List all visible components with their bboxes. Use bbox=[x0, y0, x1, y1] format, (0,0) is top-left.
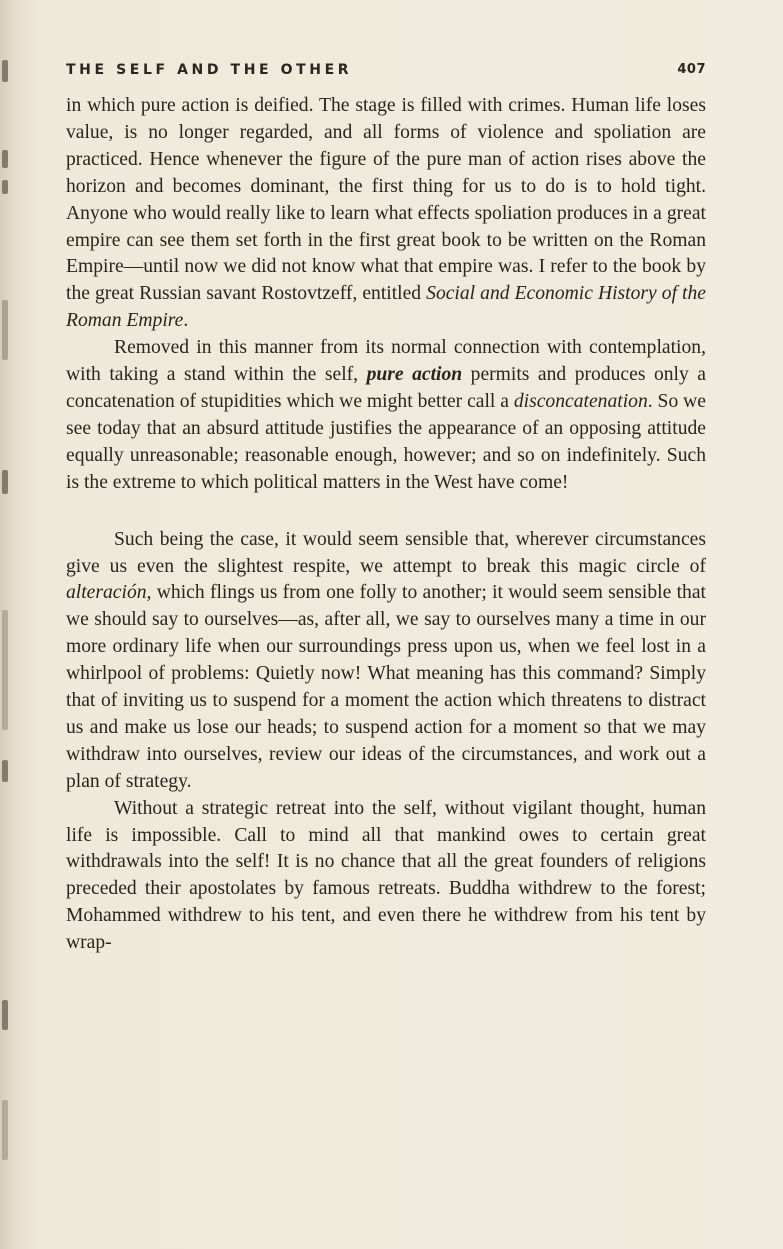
text-run: . bbox=[183, 310, 189, 332]
paragraph bbox=[66, 93, 706, 335]
emphasis: disconcatenation bbox=[513, 390, 648, 412]
text-run: Without a strategic retreat into the self, without vigilant thought, human life is impossible. Call to mind all that mankind owes to certain great withdrawals into the self! It is no chance that all the great founders of religions preceded their apostolates by famous retreats. Buddha withdrew to the forest; Mohammed withdrew to his tent, and even there he withdrew from his tent by wrap- bbox=[66, 797, 706, 954]
page-header bbox=[66, 62, 706, 82]
text-run: Removed in this manner from its normal connection with contemplation, with taking a stand within the self, bbox=[66, 337, 706, 386]
paragraph bbox=[66, 335, 706, 496]
text-run: permits and produces only a concatenation of stupidities which we might better call a bbox=[66, 364, 706, 412]
book-title: Social and Economic History of the Roman Empire bbox=[66, 283, 706, 332]
text-run: Such being the case, it would seem sensible that, wherever circumstances give us even the slightest respite, we attempt to break this magic circle of bbox=[66, 528, 706, 577]
text-run: . So we see today that an absurd attitude justifies the appearance of an opposing attitude equally unreasonable; reasonable enough, however; and so on indefinitely. Such is the extreme to which political matters in the West have come! bbox=[66, 390, 707, 493]
paragraph bbox=[66, 527, 706, 796]
page-number: 407 bbox=[677, 62, 706, 77]
binding-gutter bbox=[0, 0, 14, 1249]
text-run: in which pure action is deified. The stage is filled with crimes. Human life loses value, is no longer regarded, and all forms of violence and spoliation are practiced. Hence whenever the figure of the pure man of action rises above the horizon and becomes dominant, the first thing for us to do is to hold tight. Anyone who would really like to learn what effects spoliation produces in a great empire can see them set forth in the first great book to be written on the Roman Empire—until now we did not know what that empire was. I refer to the book by the great Russian savant Rostovtzeff, entitled bbox=[66, 95, 706, 305]
emphasis: alteración, bbox=[66, 582, 152, 604]
text-run: which flings us from one folly to another; it would seem sensible that we should say to ourselves—as, after all, we say to ourselves many a time in our more ordinary life when our surroundings press upon us, when we feel lost in a whirlpool of problems: Quietly now! What meaning has this command? Simply that of inviting us to suspend for a moment the action which threatens to distract us and make us lose our heads; to suspend action for a moment so that we may withdraw into ourselves, review our ideas of the circumstances, and work out a plan of strategy. bbox=[66, 582, 706, 792]
section-break bbox=[66, 497, 706, 527]
emphasis: pure action bbox=[366, 364, 463, 386]
running-head: THE SELF AND THE OTHER bbox=[66, 62, 353, 78]
paragraph bbox=[66, 796, 706, 957]
body-text bbox=[66, 93, 706, 957]
